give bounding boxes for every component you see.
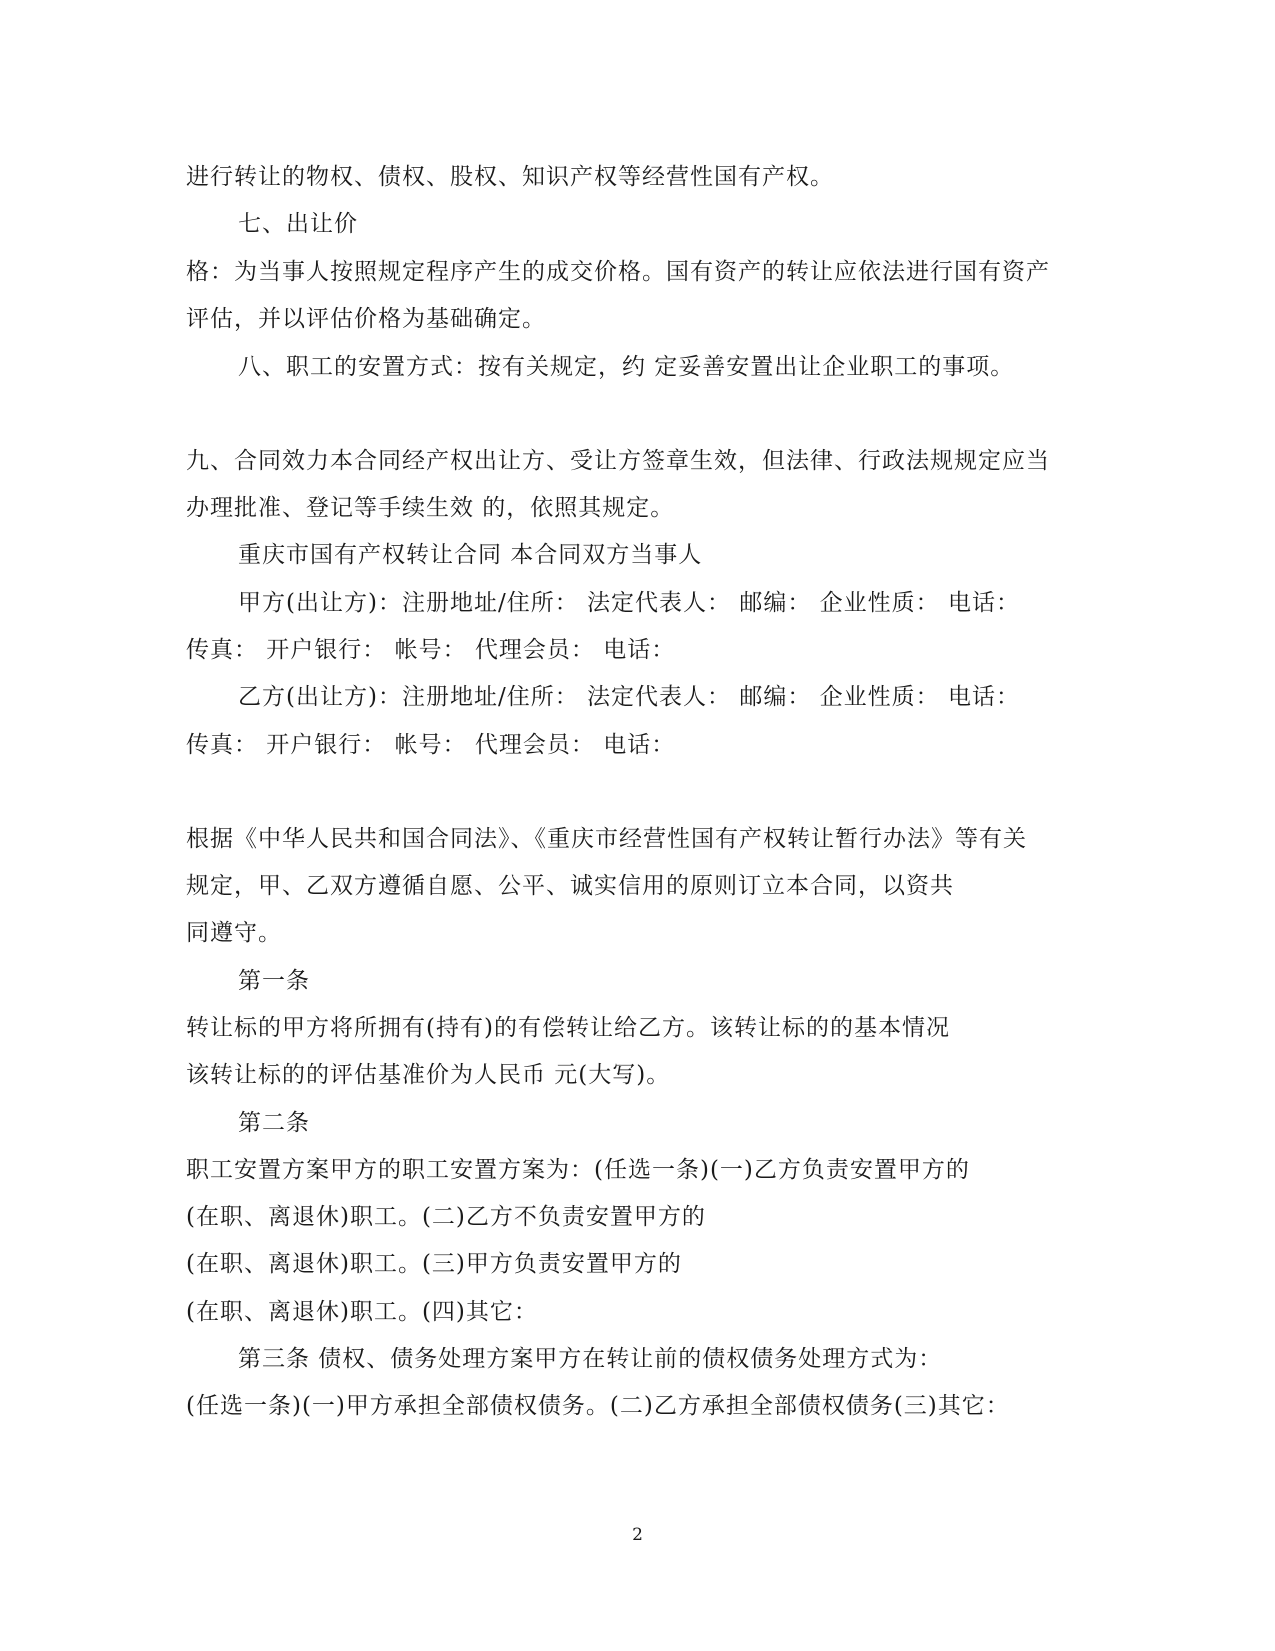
- text-line: 八、职工的安置方式：按有关规定，约 定妥善安置出让企业职工的事项。: [238, 354, 1015, 380]
- text-line: 进行转让的物权、债权、股权、知识产权等经营性国有产权。: [186, 164, 834, 190]
- text-line: 格：为当事人按照规定程序产生的成交价格。国有资产的转让应依法进行国有资产: [186, 259, 1050, 285]
- text-line: (在职、离退休)职工。(三)甲方负责安置甲方的: [186, 1251, 682, 1277]
- text-line: 第一条: [238, 968, 310, 994]
- text-line: (在职、离退休)职工。(四)其它：: [186, 1299, 538, 1325]
- text-line: 同遵守。: [186, 920, 282, 946]
- text-line: 第三条 债权、债务处理方案甲方在转让前的债权债务处理方式为：: [238, 1346, 943, 1372]
- text-line: (在职、离退休)职工。(二)乙方不负责安置甲方的: [186, 1204, 706, 1230]
- text-line: 七、出让价: [238, 211, 358, 237]
- text-line: 甲方(出让方)：注册地址/住所： 法定代表人： 邮编： 企业性质： 电话：: [238, 590, 1020, 616]
- text-line: 根据《中华人民共和国合同法》、《重庆市经营性国有产权转让暂行办法》等有关: [186, 826, 1027, 852]
- text-line: 办理批准、登记等手续生效 的，依照其规定。: [186, 495, 675, 521]
- text-line: (任选一条)(一)甲方承担全部债权债务。(二)乙方承担全部债权债务(三)其它：: [186, 1393, 1010, 1419]
- text-line: 该转让标的的评估基准价为人民币 元(大写)。: [186, 1062, 671, 1088]
- text-line: 评估，并以评估价格为基础确定。: [186, 306, 546, 332]
- text-line: 九、合同效力本合同经产权出让方、受让方签章生效，但法律、行政法规规定应当: [186, 448, 1050, 474]
- text-line: 规定，甲、乙双方遵循自愿、公平、诚实信用的原则订立本合同，以资共: [186, 873, 954, 899]
- text-line: 传真： 开户银行： 帐号： 代理会员： 电话：: [186, 732, 676, 758]
- text-line: 转让标的甲方将所拥有(持有)的有偿转让给乙方。该转让标的的基本情况: [186, 1015, 950, 1041]
- page-number: 2: [632, 1525, 643, 1545]
- text-line: 第二条: [238, 1110, 310, 1136]
- text-line: 重庆市国有产权转让合同 本合同双方当事人: [238, 542, 703, 568]
- text-line: 乙方(出让方)：注册地址/住所： 法定代表人： 邮编： 企业性质： 电话：: [238, 684, 1020, 710]
- text-line: 职工安置方案甲方的职工安置方案为：(任选一条)(一)乙方负责安置甲方的: [186, 1157, 970, 1183]
- text-line: 传真： 开户银行： 帐号： 代理会员： 电话：: [186, 637, 676, 663]
